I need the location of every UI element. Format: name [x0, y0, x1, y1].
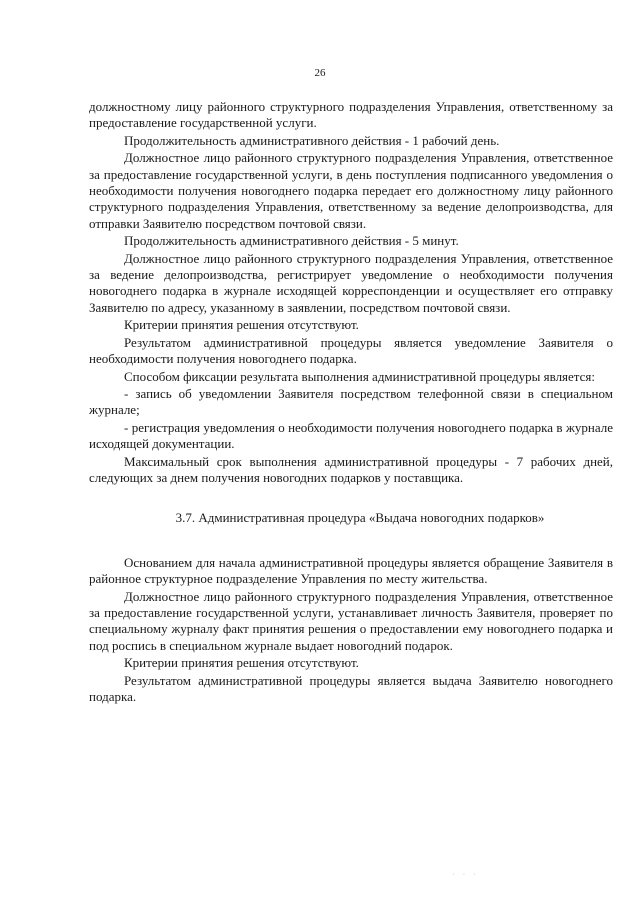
paragraph-continuation: должностному лицу районного структурного подразделения Управления, ответственному за предоставление государственной услуги.: [89, 99, 613, 131]
paragraph-procedure-result: Результатом административной процедуры является уведомление Заявителя о необходимости получения новогоднего подарка.: [89, 334, 613, 367]
page-number: 26: [314, 67, 326, 79]
paragraph-transfer-notice: Должностное лицо районного структурного подразделения Управления, ответственное за предоставление государственной услуги, в день поступления подписанного уведомления о необходимости получения новогоднего подарка передает его должностному лицу районного структурного подразделения Управления, ответственному за ведение делопроизводства, для отправки Заявителю посредством почтовой связи.: [89, 150, 613, 231]
section-heading: 3.7. Административная процедура «Выдача новогодних подарков»: [175, 510, 545, 526]
list-item-registration: - регистрация уведомления о необходимости получения новогоднего подарка в журнале исходящей документации.: [89, 419, 613, 452]
paragraph-maximum-term: Максимальный срок выполнения административной процедуры - 7 рабочих дней, следующих за днем получения новогодних подарков у поставщика.: [89, 453, 613, 485]
paragraph-register-notice: Должностное лицо районного структурного подразделения Управления, ответственное за ведение делопроизводства, регистрирует уведомление о необходимости получения новогоднего подарка в журнале исходящей корреспонденции и осуществляет его отправку Заявителю по адресу, указанному в заявлении, посредством почтовой связи.: [89, 250, 613, 315]
paragraph-duration-1-day: Продолжительность административного действия - 1 рабочий день.: [124, 132, 500, 148]
paragraph-criteria-absent-2: Критерии принятия решения отсутствуют.: [124, 655, 359, 671]
paragraph-fixation-method: Способом фиксации результата выполнения административной процедуры является:: [124, 368, 596, 384]
paragraph-duration-5-minutes: Продолжительность административного действия - 5 минут.: [124, 233, 459, 249]
paragraph-procedure-basis: Основанием для начала административной процедуры является обращение Заявителя в районное структурное подразделение Управления по месту жительства.: [89, 554, 613, 587]
paragraph-criteria-absent: Критерии принятия решения отсутствуют.: [124, 317, 359, 333]
list-item-phone-record: - запись об уведомлении Заявителя посредством телефонной связи в специальном журнале;: [89, 385, 613, 418]
paragraph-gift-issue: Должностное лицо районного структурного подразделения Управления, ответственное за предоставление государственной услуги, устанавливает личность Заявителя, проверяет по специальному журналу факт принятия решения о предоставлении ему новогоднего подарка и под роспись в специальном журнале выдает новогодний подарок.: [89, 588, 613, 653]
scan-marks: · · ·: [452, 870, 479, 879]
document-body: [89, 99, 613, 706]
paragraph-final-result: Результатом административной процедуры является выдача Заявителю новогоднего подарка.: [89, 672, 613, 704]
